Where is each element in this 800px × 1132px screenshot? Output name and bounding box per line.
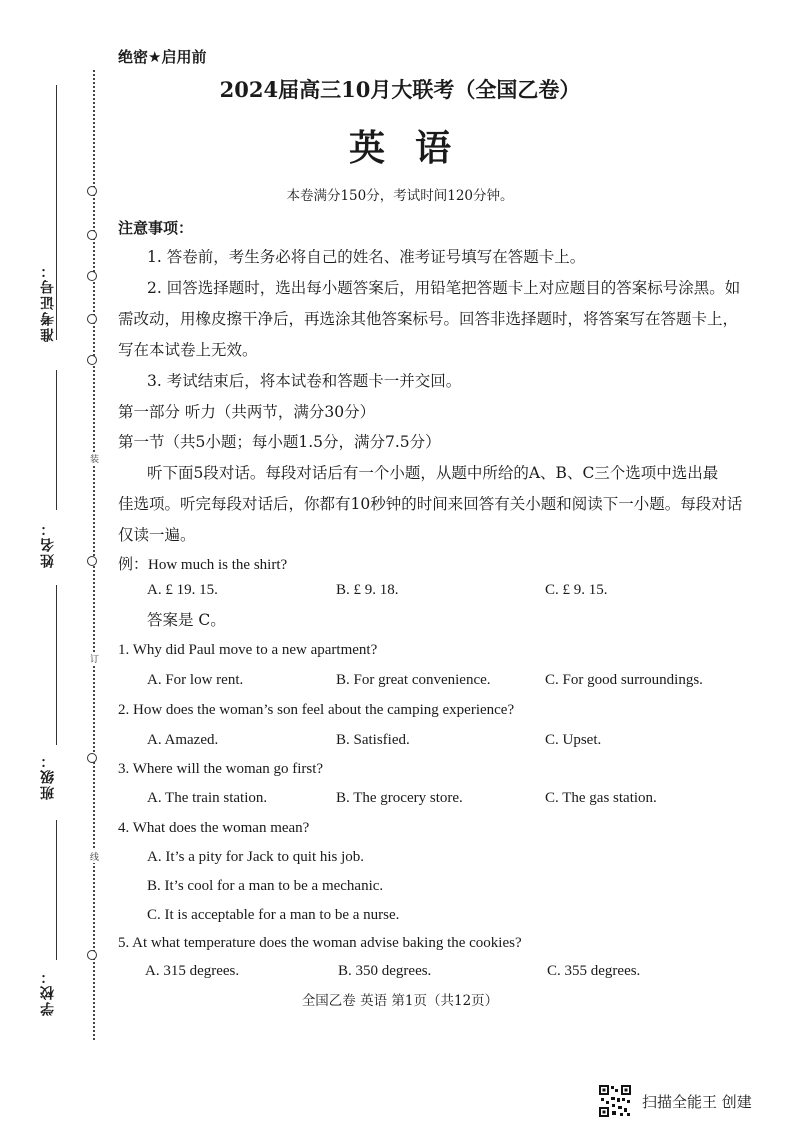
binding-hole	[87, 355, 97, 365]
name-label: 姓名：	[40, 520, 56, 568]
example-option-c: C. £ 9. 15.	[545, 582, 608, 598]
example-question: 例：How much is the shirt?	[118, 557, 288, 573]
scanner-watermark: 扫描全能王 创建	[642, 1093, 752, 1111]
binding-hole	[87, 230, 97, 240]
name-line[interactable]	[56, 370, 57, 510]
binding-hole	[87, 950, 97, 960]
section-1-title: 第一节（共5小题；每小题1.5分，满分7.5分）	[118, 433, 441, 451]
instructions-line-3: 仅读一遍。	[118, 526, 196, 544]
instructions-line-1: 听下面5段对话。每段对话后有一个小题，从题中所给的A、B、C三个选项中选出最	[147, 464, 719, 482]
question-3: 3. Where will the woman go first?	[118, 761, 324, 777]
question-1-option-c: C. For good surroundings.	[545, 672, 703, 688]
question-5-option-a: A. 315 degrees.	[145, 963, 240, 979]
cut-mark-ding: 订	[90, 652, 99, 665]
question-3-option-a: A. The train station.	[147, 790, 268, 806]
school-line[interactable]	[56, 820, 57, 960]
exam-meta: 本卷满分150分，考试时间120分钟。	[286, 188, 514, 204]
exam-title: 2024届高三10月大联考（全国乙卷）	[219, 77, 581, 102]
example-option-b: B. £ 9. 18.	[336, 582, 399, 598]
page-footer: 全国乙卷 英语 第1页（共12页）	[301, 993, 499, 1009]
qr-code-icon	[598, 1084, 632, 1118]
notice-item-1: 1. 答卷前，考生务必将自己的姓名、准考证号填写在答题卡上。	[147, 248, 586, 266]
question-2-option-a: A. Amazed.	[147, 732, 219, 748]
confidential-mark: 绝密★启用前	[118, 48, 207, 66]
binding-hole	[87, 753, 97, 763]
question-3-option-c: C. The gas station.	[545, 790, 657, 806]
question-5-option-b: B. 350 degrees.	[338, 963, 432, 979]
question-1-option-a: A. For low rent.	[147, 672, 244, 688]
question-2-option-c: C. Upset.	[545, 732, 602, 748]
question-1-option-b: B. For great convenience.	[336, 672, 491, 688]
class-label: 班级：	[40, 752, 56, 800]
example-option-a: A. £ 19. 15.	[147, 582, 218, 598]
notice-title: 注意事项：	[118, 219, 194, 237]
binding-hole	[87, 314, 97, 324]
notice-item-2-line-1: 2. 回答选择题时，选出每小题答案后，用铅笔把答题卡上对应题目的答案标号涂黑。如	[147, 279, 741, 297]
binding-hole	[87, 271, 97, 281]
class-line[interactable]	[56, 585, 57, 745]
school-label: 学校：	[40, 968, 56, 1016]
instructions-line-2: 佳选项。听完每段对话后，你都有10秒钟的时间来回答有关小题和阅读下一小题。每段对话	[118, 495, 743, 513]
part-1-title: 第一部分 听力（共两节，满分30分）	[118, 403, 376, 421]
cut-line	[93, 70, 95, 1040]
notice-item-2-line-2: 需改动，用橡皮擦干净后，再选涂其他答案标号。回答非选择题时，将答案写在答题卡上，	[118, 310, 739, 328]
question-2-option-b: B. Satisfied.	[336, 732, 410, 748]
question-4: 4. What does the woman mean?	[118, 820, 310, 836]
cut-mark-zhuang: 装	[90, 452, 99, 465]
subject-title: 英语	[348, 127, 481, 169]
notice-item-3: 3. 考试结束后，将本试卷和答题卡一并交回。	[147, 372, 462, 390]
example-answer: 答案是 C。	[147, 611, 226, 629]
binding-hole	[87, 556, 97, 566]
question-2: 2. How does the woman’s son feel about the camping experience?	[118, 702, 515, 718]
question-3-option-b: B. The grocery store.	[336, 790, 463, 806]
question-1: 1. Why did Paul move to a new apartment?	[118, 642, 378, 658]
notice-item-2-line-3: 写在本试卷上无效。	[118, 341, 258, 359]
exam-number-label: 准考证号：	[40, 262, 56, 342]
cut-mark-xian: 线	[90, 850, 99, 863]
question-5-option-c: C. 355 degrees.	[547, 963, 641, 979]
question-5: 5. At what temperature does the woman advise baking the cookies?	[118, 935, 522, 951]
question-4-option-a: A. It’s a pity for Jack to quit his job.	[147, 849, 365, 865]
question-4-option-c: C. It is acceptable for a man to be a nurse.	[147, 907, 400, 923]
question-4-option-b: B. It’s cool for a man to be a mechanic.	[147, 878, 384, 894]
